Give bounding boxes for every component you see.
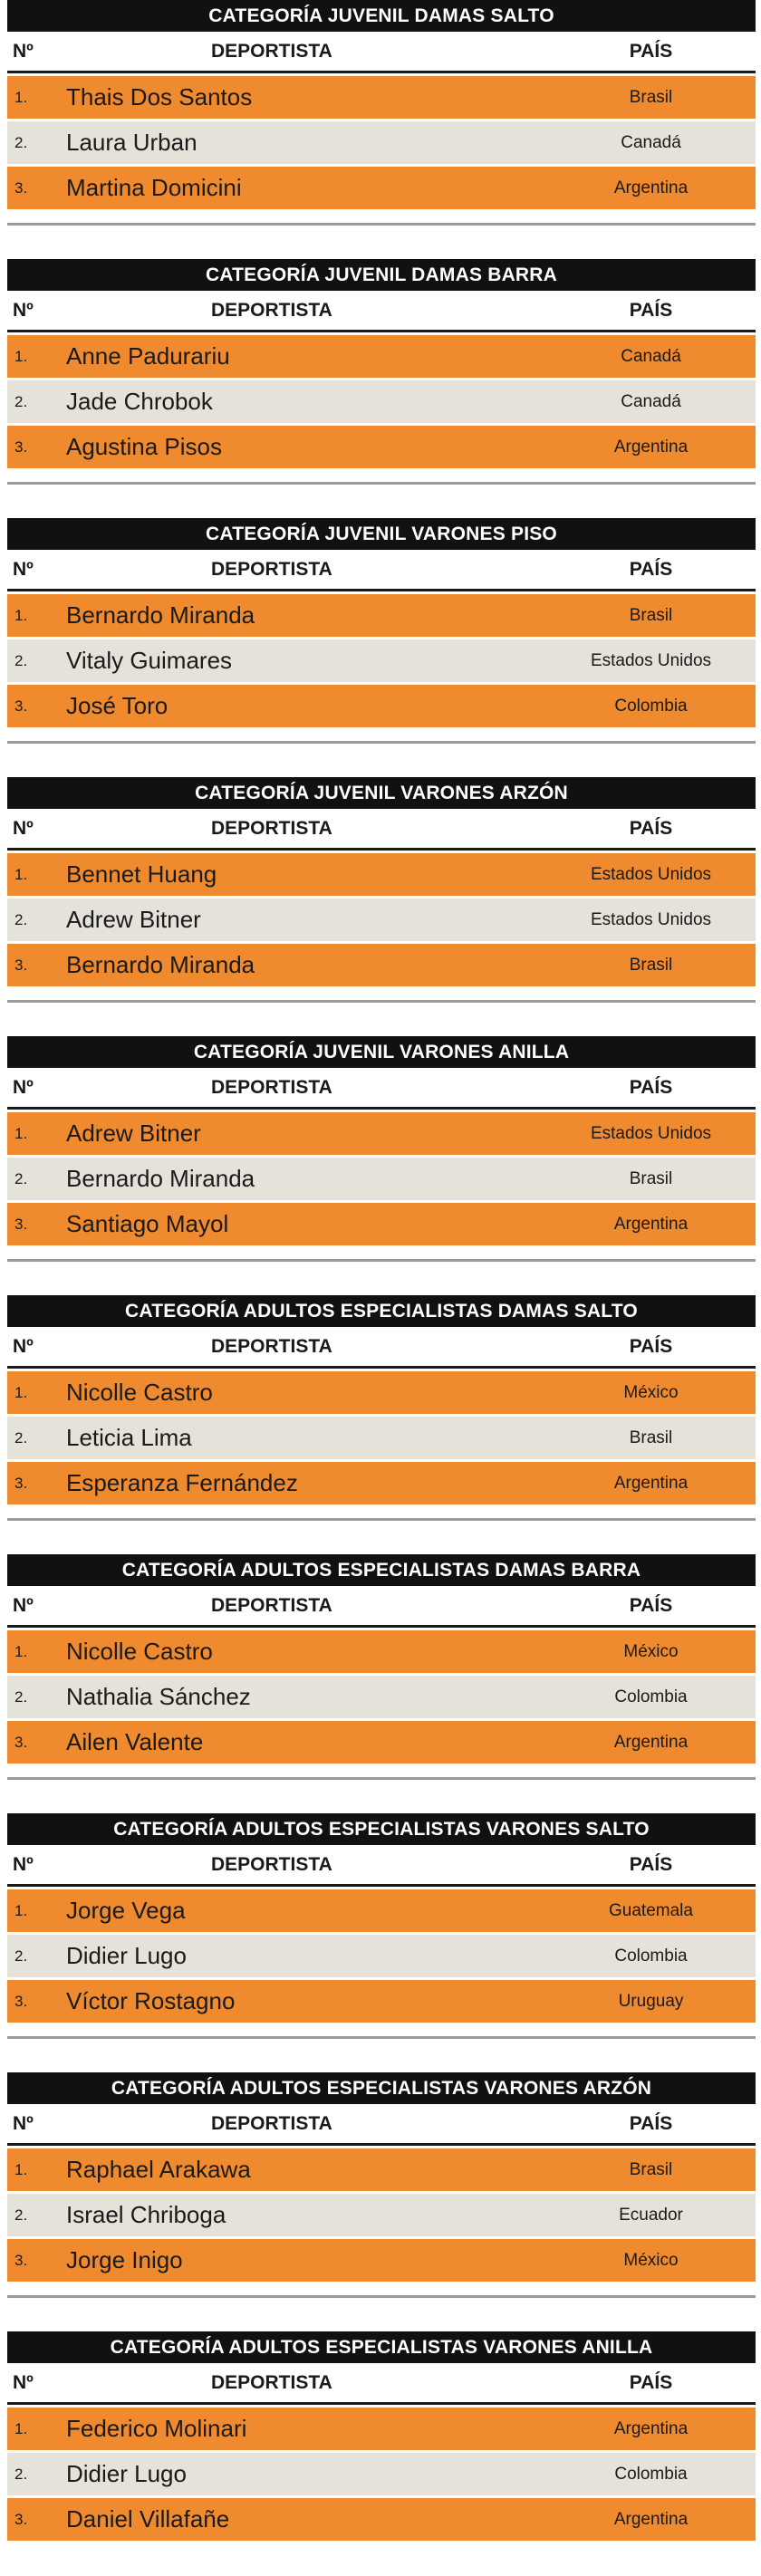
- table-row: [7, 685, 756, 727]
- header-athlete: DEPORTISTA: [211, 40, 332, 62]
- country: Argentina: [613, 2418, 689, 2438]
- table-header: [7, 32, 756, 73]
- header-number: Nº: [13, 1076, 34, 1098]
- header-athlete: DEPORTISTA: [211, 1853, 332, 1875]
- country: Argentina: [613, 178, 689, 197]
- header-country: PAÍS: [629, 40, 673, 62]
- rank: 2.: [14, 1428, 28, 1447]
- country: Argentina: [613, 2509, 689, 2529]
- table-title: CATEGORÍA JUVENIL VARONES ANILLA: [7, 1036, 756, 1068]
- rank: 2.: [14, 392, 28, 410]
- table-row: [7, 1417, 756, 1459]
- athlete-name: Ailen Valente: [66, 1728, 204, 1755]
- header-country: PAÍS: [629, 817, 673, 839]
- athlete-name: Santiago Mayol: [66, 1210, 229, 1237]
- table-title: CATEGORÍA JUVENIL VARONES PISO: [7, 518, 756, 550]
- athlete-name: Bernardo Miranda: [66, 1165, 255, 1192]
- rank: 1.: [14, 865, 28, 883]
- country: México: [623, 2250, 679, 2270]
- country: Uruguay: [618, 1991, 684, 2011]
- country: Brasil: [629, 1427, 673, 1447]
- table-row: [7, 1158, 756, 1200]
- athlete-name: José Toro: [66, 692, 169, 719]
- table-row: [7, 1203, 756, 1245]
- table-row: [7, 1371, 756, 1414]
- country: Canadá: [621, 346, 681, 366]
- rank: 2.: [14, 1169, 28, 1187]
- results-table: [7, 777, 756, 1022]
- table-row: [7, 639, 756, 682]
- table-header: [7, 291, 756, 332]
- table-row: [7, 1630, 756, 1673]
- table-header: [7, 809, 756, 851]
- header-athlete: DEPORTISTA: [211, 2371, 332, 2393]
- divider: [7, 1777, 756, 1780]
- athlete-name: Nicolle Castro: [66, 1379, 213, 1406]
- rank: 3.: [14, 1474, 28, 1492]
- country: Colombia: [614, 696, 688, 716]
- table-row: [7, 594, 756, 637]
- divider: [7, 1259, 756, 1262]
- rank: 3.: [14, 178, 28, 197]
- rank: 1.: [14, 1642, 28, 1660]
- country: Ecuador: [619, 2205, 683, 2225]
- rank: 2.: [14, 651, 28, 669]
- athlete-name: Israel Chriboga: [66, 2201, 226, 2228]
- country: Argentina: [613, 437, 689, 457]
- rank: 2.: [14, 910, 28, 928]
- athlete-name: Jorge Vega: [66, 1897, 186, 1924]
- header-country: PAÍS: [629, 1076, 673, 1098]
- results-table: [7, 2072, 756, 2317]
- table-row: [7, 1980, 756, 2023]
- rank: 3.: [14, 1992, 28, 2010]
- results-table: [7, 1036, 756, 1281]
- country: Estados Unidos: [590, 909, 712, 929]
- athlete-name: Bernardo Miranda: [66, 601, 255, 629]
- header-number: Nº: [13, 817, 34, 839]
- table-header: [7, 550, 756, 591]
- country: Argentina: [613, 1214, 689, 1234]
- country: Estados Unidos: [590, 650, 712, 670]
- table-row: [7, 380, 756, 423]
- table-title: CATEGORÍA JUVENIL DAMAS SALTO: [7, 0, 756, 32]
- rank: 1.: [14, 1124, 28, 1142]
- header-number: Nº: [13, 558, 34, 580]
- results-table: [7, 1554, 756, 1799]
- header-number: Nº: [13, 2112, 34, 2134]
- rank: 2.: [14, 1946, 28, 1965]
- header-country: PAÍS: [629, 558, 673, 580]
- athlete-name: Víctor Rostagno: [66, 1987, 236, 2014]
- header-number: Nº: [13, 1335, 34, 1357]
- table-row: [7, 1721, 756, 1764]
- athlete-name: Vitaly Guimares: [66, 647, 233, 674]
- table-row: [7, 426, 756, 468]
- country: México: [623, 1641, 679, 1661]
- table-row: [7, 335, 756, 378]
- header-country: PAÍS: [629, 2112, 673, 2134]
- athlete-name: Nicolle Castro: [66, 1638, 213, 1665]
- header-country: PAÍS: [629, 299, 673, 321]
- divider: [7, 223, 756, 226]
- table-title: CATEGORÍA ADULTOS ESPECIALISTAS DAMAS SALTO: [7, 1295, 756, 1327]
- results-table: [7, 518, 756, 763]
- country: Estados Unidos: [590, 1123, 712, 1143]
- country: Argentina: [613, 1732, 689, 1752]
- divider: [7, 2036, 756, 2039]
- rank: 2.: [14, 1687, 28, 1706]
- table-header: [7, 1327, 756, 1369]
- table-row: [7, 2148, 756, 2191]
- table-title: CATEGORÍA ADULTOS ESPECIALISTAS VARONES ARZÓN: [7, 2072, 756, 2104]
- results-table: [7, 2331, 756, 2576]
- table-row: [7, 2453, 756, 2495]
- header-athlete: DEPORTISTA: [211, 1335, 332, 1357]
- header-number: Nº: [13, 299, 34, 321]
- athlete-name: Esperanza Fernández: [66, 1469, 298, 1496]
- athlete-name: Bernardo Miranda: [66, 951, 255, 978]
- divider: [7, 2295, 756, 2298]
- table-row: [7, 1112, 756, 1155]
- divider: [7, 741, 756, 744]
- table-row: [7, 2239, 756, 2282]
- table-title: CATEGORÍA ADULTOS ESPECIALISTAS DAMAS BARRA: [7, 1554, 756, 1586]
- country: Brasil: [629, 955, 673, 975]
- athlete-name: Raphael Arakawa: [66, 2156, 251, 2183]
- table-row: [7, 2194, 756, 2236]
- rank: 3.: [14, 2510, 28, 2528]
- rank: 1.: [14, 606, 28, 624]
- divider: [7, 482, 756, 485]
- table-title: CATEGORÍA ADULTOS ESPECIALISTAS VARONES ANILLA: [7, 2331, 756, 2363]
- rank: 2.: [14, 133, 28, 151]
- rank: 3.: [14, 956, 28, 974]
- athlete-name: Martina Domicini: [66, 174, 242, 201]
- rank: 1.: [14, 2160, 28, 2178]
- athlete-name: Laura Urban: [66, 129, 197, 156]
- table-header: [7, 1845, 756, 1887]
- header-athlete: DEPORTISTA: [211, 299, 332, 321]
- results-table: [7, 0, 756, 245]
- athlete-name: Adrew Bitner: [66, 1120, 201, 1147]
- header-country: PAÍS: [629, 2371, 673, 2393]
- country: Argentina: [613, 1473, 689, 1493]
- table-title: CATEGORÍA ADULTOS ESPECIALISTAS VARONES SALTO: [7, 1813, 756, 1845]
- country: Guatemala: [609, 1900, 693, 1920]
- header-athlete: DEPORTISTA: [211, 2112, 332, 2134]
- rank: 1.: [14, 1383, 28, 1401]
- table-row: [7, 944, 756, 986]
- athlete-name: Adrew Bitner: [66, 906, 201, 933]
- rank: 3.: [14, 1733, 28, 1751]
- athlete-name: Agustina Pisos: [66, 433, 222, 460]
- country: Brasil: [629, 605, 673, 625]
- athlete-name: Daniel Villafañe: [66, 2505, 230, 2533]
- header-athlete: DEPORTISTA: [211, 817, 332, 839]
- table-row: [7, 1935, 756, 1977]
- header-number: Nº: [13, 1853, 34, 1875]
- rank: 3.: [14, 2251, 28, 2269]
- header-country: PAÍS: [629, 1853, 673, 1875]
- country: Brasil: [629, 1168, 673, 1188]
- country: Colombia: [614, 1687, 688, 1706]
- table-title: CATEGORÍA JUVENIL DAMAS BARRA: [7, 259, 756, 291]
- results-table: [7, 259, 756, 504]
- header-number: Nº: [13, 1594, 34, 1616]
- table-header: [7, 1068, 756, 1110]
- results-table: [7, 1295, 756, 1540]
- athlete-name: Federico Molinari: [66, 2415, 247, 2442]
- country: Canadá: [621, 391, 681, 411]
- header-country: PAÍS: [629, 1335, 673, 1357]
- header-number: Nº: [13, 2371, 34, 2393]
- rank: 1.: [14, 88, 28, 106]
- rank: 2.: [14, 2465, 28, 2483]
- header-number: Nº: [13, 40, 34, 62]
- table-title: CATEGORÍA JUVENIL VARONES ARZÓN: [7, 777, 756, 809]
- athlete-name: Thais Dos Santos: [66, 83, 253, 111]
- header-athlete: DEPORTISTA: [211, 558, 332, 580]
- rank: 1.: [14, 2419, 28, 2437]
- athlete-name: Jorge Inigo: [66, 2246, 183, 2273]
- country: Colombia: [614, 2464, 688, 2484]
- table-header: [7, 2363, 756, 2405]
- athlete-name: Nathalia Sánchez: [66, 1683, 251, 1710]
- country: Canadá: [621, 132, 681, 152]
- country: Colombia: [614, 1946, 688, 1966]
- rank: 3.: [14, 1215, 28, 1233]
- athlete-name: Bennet Huang: [66, 860, 217, 888]
- athlete-name: Jade Chrobok: [66, 388, 213, 415]
- header-country: PAÍS: [629, 1594, 673, 1616]
- header-athlete: DEPORTISTA: [211, 1594, 332, 1616]
- athlete-name: Didier Lugo: [66, 1942, 187, 1969]
- header-athlete: DEPORTISTA: [211, 1076, 332, 1098]
- table-row: [7, 899, 756, 941]
- table-row: [7, 853, 756, 896]
- table-header: [7, 1586, 756, 1628]
- divider: [7, 1000, 756, 1003]
- athlete-name: Leticia Lima: [66, 1424, 192, 1451]
- rank: 2.: [14, 2206, 28, 2224]
- table-row: [7, 167, 756, 209]
- divider: [7, 1518, 756, 1521]
- rank: 3.: [14, 697, 28, 715]
- table-row: [7, 2408, 756, 2450]
- table-row: [7, 76, 756, 119]
- country: Brasil: [629, 87, 673, 107]
- table-row: [7, 121, 756, 164]
- results-table: [7, 1813, 756, 2058]
- rank: 3.: [14, 437, 28, 456]
- table-row: [7, 1676, 756, 1718]
- table-header: [7, 2104, 756, 2146]
- table-row: [7, 2498, 756, 2541]
- country: Estados Unidos: [590, 864, 712, 884]
- table-row: [7, 1889, 756, 1932]
- rank: 1.: [14, 347, 28, 365]
- table-row: [7, 1462, 756, 1504]
- rank: 1.: [14, 1901, 28, 1919]
- athlete-name: Didier Lugo: [66, 2460, 187, 2487]
- country: México: [623, 1382, 679, 1402]
- athlete-name: Anne Padurariu: [66, 342, 230, 370]
- country: Brasil: [629, 2159, 673, 2179]
